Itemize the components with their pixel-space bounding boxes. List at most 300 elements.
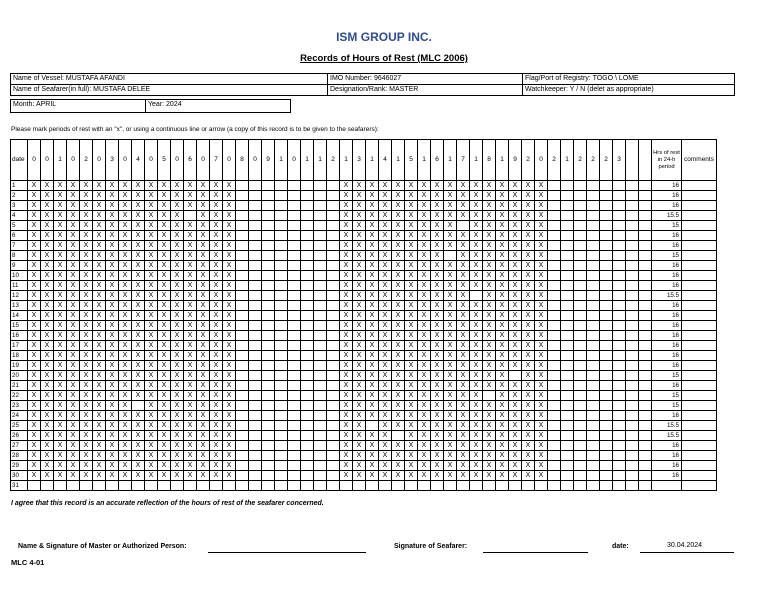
rest-period-cell[interactable] bbox=[548, 221, 561, 231]
rest-period-cell[interactable]: X bbox=[132, 451, 145, 461]
rest-period-cell[interactable]: X bbox=[444, 461, 457, 471]
rest-period-cell[interactable]: X bbox=[145, 211, 158, 221]
rest-period-cell[interactable]: X bbox=[28, 201, 41, 211]
rest-period-cell[interactable] bbox=[587, 351, 600, 361]
rest-period-cell[interactable]: X bbox=[28, 281, 41, 291]
rest-period-cell[interactable] bbox=[67, 481, 80, 491]
comments-cell[interactable] bbox=[682, 471, 717, 481]
rest-period-cell[interactable] bbox=[600, 411, 613, 421]
rest-period-cell[interactable]: X bbox=[470, 201, 483, 211]
rest-period-cell[interactable]: X bbox=[483, 341, 496, 351]
rest-period-cell[interactable] bbox=[275, 411, 288, 421]
rest-period-cell[interactable] bbox=[574, 191, 587, 201]
rest-period-cell[interactable]: X bbox=[41, 321, 54, 331]
rest-period-cell[interactable]: X bbox=[418, 381, 431, 391]
rest-period-cell[interactable] bbox=[561, 381, 574, 391]
rest-period-cell[interactable] bbox=[288, 451, 301, 461]
rest-period-cell[interactable]: X bbox=[509, 381, 522, 391]
rest-period-cell[interactable]: X bbox=[210, 301, 223, 311]
rest-period-cell[interactable]: X bbox=[379, 441, 392, 451]
rest-period-cell[interactable] bbox=[236, 431, 249, 441]
rest-period-cell[interactable]: X bbox=[132, 241, 145, 251]
rest-period-cell[interactable] bbox=[249, 221, 262, 231]
rest-period-cell[interactable] bbox=[639, 221, 652, 231]
rest-period-cell[interactable]: X bbox=[197, 411, 210, 421]
rest-period-cell[interactable]: X bbox=[392, 291, 405, 301]
rest-period-cell[interactable]: X bbox=[184, 231, 197, 241]
rest-period-cell[interactable] bbox=[327, 231, 340, 241]
rest-period-cell[interactable]: X bbox=[197, 421, 210, 431]
rest-period-cell[interactable] bbox=[262, 311, 275, 321]
rest-period-cell[interactable] bbox=[314, 281, 327, 291]
rest-period-cell[interactable]: X bbox=[366, 221, 379, 231]
rest-period-cell[interactable]: X bbox=[106, 461, 119, 471]
rest-period-cell[interactable] bbox=[288, 321, 301, 331]
rest-period-cell[interactable]: X bbox=[340, 271, 353, 281]
rest-period-cell[interactable]: X bbox=[67, 381, 80, 391]
rest-period-cell[interactable] bbox=[639, 291, 652, 301]
rest-period-cell[interactable] bbox=[613, 261, 626, 271]
rest-period-cell[interactable]: X bbox=[197, 251, 210, 261]
rest-period-cell[interactable]: X bbox=[535, 311, 548, 321]
rest-period-cell[interactable] bbox=[561, 271, 574, 281]
rest-period-cell[interactable]: X bbox=[340, 321, 353, 331]
rest-period-cell[interactable] bbox=[613, 211, 626, 221]
rest-period-cell[interactable]: X bbox=[80, 211, 93, 221]
rest-period-cell[interactable]: X bbox=[41, 251, 54, 261]
rest-period-cell[interactable]: X bbox=[483, 331, 496, 341]
rest-period-cell[interactable]: X bbox=[28, 271, 41, 281]
rest-period-cell[interactable]: X bbox=[67, 471, 80, 481]
rest-period-cell[interactable]: X bbox=[171, 181, 184, 191]
rest-period-cell[interactable]: X bbox=[509, 331, 522, 341]
rest-period-cell[interactable] bbox=[639, 391, 652, 401]
rest-period-cell[interactable]: X bbox=[340, 301, 353, 311]
comments-cell[interactable] bbox=[682, 331, 717, 341]
rest-period-cell[interactable]: X bbox=[483, 231, 496, 241]
rest-period-cell[interactable]: X bbox=[405, 341, 418, 351]
rest-period-cell[interactable] bbox=[249, 201, 262, 211]
rest-period-cell[interactable]: X bbox=[366, 341, 379, 351]
rest-period-cell[interactable] bbox=[548, 431, 561, 441]
rest-period-cell[interactable]: X bbox=[444, 331, 457, 341]
rest-period-cell[interactable]: X bbox=[171, 451, 184, 461]
rest-period-cell[interactable]: X bbox=[366, 411, 379, 421]
rest-period-cell[interactable] bbox=[587, 281, 600, 291]
rest-period-cell[interactable]: X bbox=[80, 231, 93, 241]
rest-period-cell[interactable] bbox=[639, 261, 652, 271]
rest-period-cell[interactable]: X bbox=[509, 341, 522, 351]
rest-period-cell[interactable] bbox=[327, 471, 340, 481]
rest-period-cell[interactable]: X bbox=[28, 241, 41, 251]
rest-period-cell[interactable] bbox=[626, 461, 639, 471]
rest-period-cell[interactable]: X bbox=[93, 301, 106, 311]
rest-period-cell[interactable]: X bbox=[145, 441, 158, 451]
rest-period-cell[interactable] bbox=[249, 481, 262, 491]
rest-period-cell[interactable] bbox=[236, 381, 249, 391]
rest-period-cell[interactable]: X bbox=[509, 201, 522, 211]
rest-period-cell[interactable] bbox=[236, 261, 249, 271]
rest-period-cell[interactable]: X bbox=[119, 201, 132, 211]
rest-period-cell[interactable] bbox=[275, 351, 288, 361]
rest-period-cell[interactable]: X bbox=[496, 191, 509, 201]
rest-period-cell[interactable]: X bbox=[366, 311, 379, 321]
rest-period-cell[interactable] bbox=[561, 481, 574, 491]
rest-period-cell[interactable]: X bbox=[93, 181, 106, 191]
rest-period-cell[interactable] bbox=[301, 211, 314, 221]
comments-cell[interactable] bbox=[682, 191, 717, 201]
rest-period-cell[interactable]: X bbox=[223, 191, 236, 201]
rest-period-cell[interactable]: X bbox=[483, 451, 496, 461]
rest-period-cell[interactable]: X bbox=[535, 301, 548, 311]
rest-period-cell[interactable]: X bbox=[366, 431, 379, 441]
rest-period-cell[interactable]: X bbox=[405, 301, 418, 311]
rest-period-cell[interactable]: X bbox=[171, 271, 184, 281]
rest-period-cell[interactable] bbox=[301, 241, 314, 251]
rest-period-cell[interactable]: X bbox=[379, 201, 392, 211]
rest-period-cell[interactable]: X bbox=[145, 361, 158, 371]
rest-period-cell[interactable] bbox=[301, 321, 314, 331]
rest-period-cell[interactable]: X bbox=[171, 361, 184, 371]
rest-period-cell[interactable]: X bbox=[522, 261, 535, 271]
rest-period-cell[interactable]: X bbox=[80, 351, 93, 361]
rest-period-cell[interactable]: X bbox=[210, 221, 223, 231]
rest-period-cell[interactable]: X bbox=[158, 301, 171, 311]
rest-period-cell[interactable]: X bbox=[431, 471, 444, 481]
rest-period-cell[interactable] bbox=[314, 401, 327, 411]
rest-period-cell[interactable]: X bbox=[106, 241, 119, 251]
rest-period-cell[interactable] bbox=[327, 221, 340, 231]
rest-period-cell[interactable]: X bbox=[132, 361, 145, 371]
rest-period-cell[interactable] bbox=[561, 231, 574, 241]
rest-period-cell[interactable]: X bbox=[470, 331, 483, 341]
rest-period-cell[interactable]: X bbox=[41, 401, 54, 411]
rest-period-cell[interactable]: X bbox=[145, 311, 158, 321]
rest-period-cell[interactable]: X bbox=[93, 451, 106, 461]
rest-period-cell[interactable]: X bbox=[197, 261, 210, 271]
rest-period-cell[interactable]: X bbox=[353, 441, 366, 451]
rest-period-cell[interactable] bbox=[236, 451, 249, 461]
rest-period-cell[interactable] bbox=[574, 251, 587, 261]
rest-period-cell[interactable]: X bbox=[392, 331, 405, 341]
rest-period-cell[interactable]: X bbox=[366, 351, 379, 361]
rest-period-cell[interactable]: X bbox=[223, 271, 236, 281]
rest-period-cell[interactable] bbox=[314, 291, 327, 301]
rest-period-cell[interactable] bbox=[275, 201, 288, 211]
rest-period-cell[interactable] bbox=[314, 421, 327, 431]
rest-period-cell[interactable]: X bbox=[171, 371, 184, 381]
rest-period-cell[interactable] bbox=[262, 361, 275, 371]
rest-period-cell[interactable]: X bbox=[379, 241, 392, 251]
rest-period-cell[interactable]: X bbox=[145, 221, 158, 231]
rest-period-cell[interactable]: X bbox=[366, 441, 379, 451]
rest-period-cell[interactable] bbox=[639, 301, 652, 311]
rest-period-cell[interactable] bbox=[626, 421, 639, 431]
rest-period-cell[interactable] bbox=[613, 481, 626, 491]
rest-period-cell[interactable]: X bbox=[223, 451, 236, 461]
rest-period-cell[interactable]: X bbox=[522, 201, 535, 211]
rest-period-cell[interactable]: X bbox=[67, 181, 80, 191]
rest-period-cell[interactable]: X bbox=[223, 401, 236, 411]
rest-period-cell[interactable] bbox=[288, 241, 301, 251]
rest-period-cell[interactable] bbox=[587, 181, 600, 191]
rest-period-cell[interactable]: X bbox=[353, 421, 366, 431]
rest-period-cell[interactable]: X bbox=[119, 271, 132, 281]
rest-period-cell[interactable] bbox=[301, 371, 314, 381]
rest-period-cell[interactable]: X bbox=[28, 421, 41, 431]
rest-period-cell[interactable]: X bbox=[366, 471, 379, 481]
rest-period-cell[interactable] bbox=[327, 341, 340, 351]
rest-period-cell[interactable] bbox=[327, 371, 340, 381]
rest-period-cell[interactable]: X bbox=[158, 231, 171, 241]
rest-period-cell[interactable] bbox=[236, 181, 249, 191]
rest-period-cell[interactable] bbox=[288, 291, 301, 301]
rest-period-cell[interactable] bbox=[288, 351, 301, 361]
rest-period-cell[interactable] bbox=[600, 241, 613, 251]
rest-period-cell[interactable] bbox=[288, 331, 301, 341]
rest-period-cell[interactable] bbox=[275, 461, 288, 471]
comments-cell[interactable] bbox=[682, 301, 717, 311]
rest-period-cell[interactable]: X bbox=[483, 421, 496, 431]
rest-period-cell[interactable]: X bbox=[54, 291, 67, 301]
rest-period-cell[interactable]: X bbox=[405, 361, 418, 371]
rest-period-cell[interactable] bbox=[262, 471, 275, 481]
rest-period-cell[interactable]: X bbox=[28, 191, 41, 201]
rest-period-cell[interactable]: X bbox=[431, 291, 444, 301]
rest-period-cell[interactable]: X bbox=[535, 441, 548, 451]
rest-period-cell[interactable]: X bbox=[444, 191, 457, 201]
rest-period-cell[interactable]: X bbox=[522, 211, 535, 221]
rest-period-cell[interactable]: X bbox=[171, 281, 184, 291]
rest-period-cell[interactable] bbox=[327, 381, 340, 391]
rest-period-cell[interactable] bbox=[275, 241, 288, 251]
rest-period-cell[interactable] bbox=[574, 421, 587, 431]
rest-period-cell[interactable]: X bbox=[418, 471, 431, 481]
rest-period-cell[interactable] bbox=[288, 361, 301, 371]
rest-period-cell[interactable]: X bbox=[67, 281, 80, 291]
rest-period-cell[interactable] bbox=[626, 271, 639, 281]
rest-period-cell[interactable]: X bbox=[353, 371, 366, 381]
rest-period-cell[interactable]: X bbox=[392, 241, 405, 251]
rest-period-cell[interactable]: X bbox=[418, 251, 431, 261]
rest-period-cell[interactable]: X bbox=[145, 231, 158, 241]
rest-period-cell[interactable]: X bbox=[158, 451, 171, 461]
rest-period-cell[interactable]: X bbox=[28, 361, 41, 371]
rest-period-cell[interactable] bbox=[301, 431, 314, 441]
rest-period-cell[interactable] bbox=[275, 321, 288, 331]
rest-period-cell[interactable]: X bbox=[379, 301, 392, 311]
rest-period-cell[interactable] bbox=[639, 481, 652, 491]
rest-period-cell[interactable] bbox=[301, 221, 314, 231]
rest-period-cell[interactable] bbox=[314, 221, 327, 231]
rest-period-cell[interactable] bbox=[639, 331, 652, 341]
rest-period-cell[interactable] bbox=[288, 181, 301, 191]
rest-period-cell[interactable] bbox=[587, 431, 600, 441]
rest-period-cell[interactable]: X bbox=[54, 441, 67, 451]
rest-period-cell[interactable]: X bbox=[470, 231, 483, 241]
rest-period-cell[interactable] bbox=[613, 191, 626, 201]
rest-period-cell[interactable]: X bbox=[197, 231, 210, 241]
rest-period-cell[interactable]: X bbox=[418, 311, 431, 321]
rest-period-cell[interactable]: X bbox=[80, 471, 93, 481]
rest-period-cell[interactable] bbox=[249, 271, 262, 281]
rest-period-cell[interactable] bbox=[574, 401, 587, 411]
rest-period-cell[interactable] bbox=[613, 331, 626, 341]
rest-period-cell[interactable]: X bbox=[431, 341, 444, 351]
rest-period-cell[interactable]: X bbox=[340, 231, 353, 241]
rest-period-cell[interactable]: X bbox=[509, 431, 522, 441]
rest-period-cell[interactable]: X bbox=[54, 431, 67, 441]
rest-period-cell[interactable]: X bbox=[444, 201, 457, 211]
rest-period-cell[interactable]: X bbox=[197, 211, 210, 221]
rest-period-cell[interactable]: X bbox=[457, 391, 470, 401]
rest-period-cell[interactable] bbox=[249, 421, 262, 431]
rest-period-cell[interactable]: X bbox=[184, 311, 197, 321]
rest-period-cell[interactable]: X bbox=[223, 301, 236, 311]
rest-period-cell[interactable]: X bbox=[418, 461, 431, 471]
rest-period-cell[interactable]: X bbox=[54, 271, 67, 281]
rest-period-cell[interactable]: X bbox=[106, 471, 119, 481]
rest-period-cell[interactable] bbox=[301, 251, 314, 261]
rest-period-cell[interactable]: X bbox=[535, 191, 548, 201]
rest-period-cell[interactable] bbox=[314, 381, 327, 391]
rest-period-cell[interactable]: X bbox=[106, 181, 119, 191]
rest-period-cell[interactable] bbox=[483, 391, 496, 401]
rest-period-cell[interactable]: X bbox=[418, 181, 431, 191]
rest-period-cell[interactable] bbox=[587, 191, 600, 201]
rest-period-cell[interactable]: X bbox=[119, 191, 132, 201]
rest-period-cell[interactable]: X bbox=[535, 461, 548, 471]
rest-period-cell[interactable]: X bbox=[197, 281, 210, 291]
rest-period-cell[interactable] bbox=[132, 481, 145, 491]
rest-period-cell[interactable]: X bbox=[106, 301, 119, 311]
rest-period-cell[interactable]: X bbox=[392, 301, 405, 311]
rest-period-cell[interactable]: X bbox=[366, 381, 379, 391]
rest-period-cell[interactable] bbox=[561, 181, 574, 191]
rest-period-cell[interactable]: X bbox=[80, 311, 93, 321]
rest-period-cell[interactable]: X bbox=[119, 221, 132, 231]
rest-period-cell[interactable]: X bbox=[379, 331, 392, 341]
rest-period-cell[interactable]: X bbox=[171, 321, 184, 331]
rest-period-cell[interactable]: X bbox=[457, 291, 470, 301]
rest-period-cell[interactable]: X bbox=[132, 381, 145, 391]
rest-period-cell[interactable]: X bbox=[392, 411, 405, 421]
rest-period-cell[interactable]: X bbox=[431, 401, 444, 411]
rest-period-cell[interactable]: X bbox=[379, 251, 392, 261]
rest-period-cell[interactable] bbox=[639, 461, 652, 471]
rest-period-cell[interactable]: X bbox=[158, 381, 171, 391]
rest-period-cell[interactable] bbox=[288, 441, 301, 451]
rest-period-cell[interactable]: X bbox=[93, 351, 106, 361]
rest-period-cell[interactable]: X bbox=[522, 391, 535, 401]
rest-period-cell[interactable]: X bbox=[132, 191, 145, 201]
rest-period-cell[interactable]: X bbox=[80, 321, 93, 331]
rest-period-cell[interactable]: X bbox=[340, 461, 353, 471]
rest-period-cell[interactable] bbox=[561, 331, 574, 341]
rest-period-cell[interactable]: X bbox=[119, 401, 132, 411]
rest-period-cell[interactable] bbox=[327, 391, 340, 401]
rest-period-cell[interactable]: X bbox=[158, 241, 171, 251]
rest-period-cell[interactable]: X bbox=[496, 441, 509, 451]
rest-period-cell[interactable]: X bbox=[522, 181, 535, 191]
rest-period-cell[interactable]: X bbox=[28, 311, 41, 321]
rest-period-cell[interactable]: X bbox=[54, 361, 67, 371]
rest-period-cell[interactable]: X bbox=[379, 421, 392, 431]
rest-period-cell[interactable] bbox=[548, 381, 561, 391]
rest-period-cell[interactable] bbox=[574, 411, 587, 421]
rest-period-cell[interactable] bbox=[184, 481, 197, 491]
rest-period-cell[interactable] bbox=[275, 311, 288, 321]
rest-period-cell[interactable] bbox=[548, 351, 561, 361]
rest-period-cell[interactable]: X bbox=[93, 311, 106, 321]
rest-period-cell[interactable] bbox=[587, 451, 600, 461]
rest-period-cell[interactable]: X bbox=[379, 291, 392, 301]
rest-period-cell[interactable]: X bbox=[54, 281, 67, 291]
rest-period-cell[interactable] bbox=[236, 191, 249, 201]
rest-period-cell[interactable] bbox=[236, 371, 249, 381]
rest-period-cell[interactable]: X bbox=[379, 321, 392, 331]
rest-period-cell[interactable] bbox=[613, 311, 626, 321]
rest-period-cell[interactable] bbox=[639, 321, 652, 331]
rest-period-cell[interactable]: X bbox=[67, 251, 80, 261]
rest-period-cell[interactable]: X bbox=[392, 341, 405, 351]
rest-period-cell[interactable] bbox=[509, 371, 522, 381]
rest-period-cell[interactable] bbox=[587, 261, 600, 271]
rest-period-cell[interactable]: X bbox=[119, 411, 132, 421]
rest-period-cell[interactable]: X bbox=[106, 191, 119, 201]
rest-period-cell[interactable]: X bbox=[535, 471, 548, 481]
rest-period-cell[interactable] bbox=[262, 391, 275, 401]
rest-period-cell[interactable]: X bbox=[106, 381, 119, 391]
rest-period-cell[interactable] bbox=[626, 321, 639, 331]
rest-period-cell[interactable] bbox=[327, 291, 340, 301]
rest-period-cell[interactable]: X bbox=[509, 191, 522, 201]
rest-period-cell[interactable] bbox=[626, 391, 639, 401]
rest-period-cell[interactable]: X bbox=[67, 231, 80, 241]
rest-period-cell[interactable]: X bbox=[93, 401, 106, 411]
rest-period-cell[interactable]: X bbox=[41, 231, 54, 241]
rest-period-cell[interactable]: X bbox=[158, 401, 171, 411]
rest-period-cell[interactable]: X bbox=[353, 331, 366, 341]
rest-period-cell[interactable] bbox=[626, 261, 639, 271]
rest-period-cell[interactable] bbox=[613, 291, 626, 301]
rest-period-cell[interactable] bbox=[314, 201, 327, 211]
rest-period-cell[interactable] bbox=[288, 341, 301, 351]
rest-period-cell[interactable] bbox=[379, 481, 392, 491]
rest-period-cell[interactable]: X bbox=[145, 351, 158, 361]
rest-period-cell[interactable]: X bbox=[80, 341, 93, 351]
rest-period-cell[interactable] bbox=[314, 411, 327, 421]
rest-period-cell[interactable]: X bbox=[535, 411, 548, 421]
rest-period-cell[interactable] bbox=[561, 191, 574, 201]
rest-period-cell[interactable]: X bbox=[132, 351, 145, 361]
rest-period-cell[interactable] bbox=[561, 471, 574, 481]
rest-period-cell[interactable]: X bbox=[54, 331, 67, 341]
rest-period-cell[interactable]: X bbox=[197, 361, 210, 371]
rest-period-cell[interactable] bbox=[600, 211, 613, 221]
rest-period-cell[interactable]: X bbox=[470, 401, 483, 411]
rest-period-cell[interactable]: X bbox=[340, 451, 353, 461]
rest-period-cell[interactable] bbox=[587, 241, 600, 251]
rest-period-cell[interactable] bbox=[600, 221, 613, 231]
rest-period-cell[interactable]: X bbox=[93, 341, 106, 351]
rest-period-cell[interactable]: X bbox=[184, 181, 197, 191]
rest-period-cell[interactable]: X bbox=[418, 191, 431, 201]
rest-period-cell[interactable]: X bbox=[132, 221, 145, 231]
rest-period-cell[interactable]: X bbox=[80, 451, 93, 461]
rest-period-cell[interactable]: X bbox=[106, 221, 119, 231]
rest-period-cell[interactable]: X bbox=[28, 371, 41, 381]
